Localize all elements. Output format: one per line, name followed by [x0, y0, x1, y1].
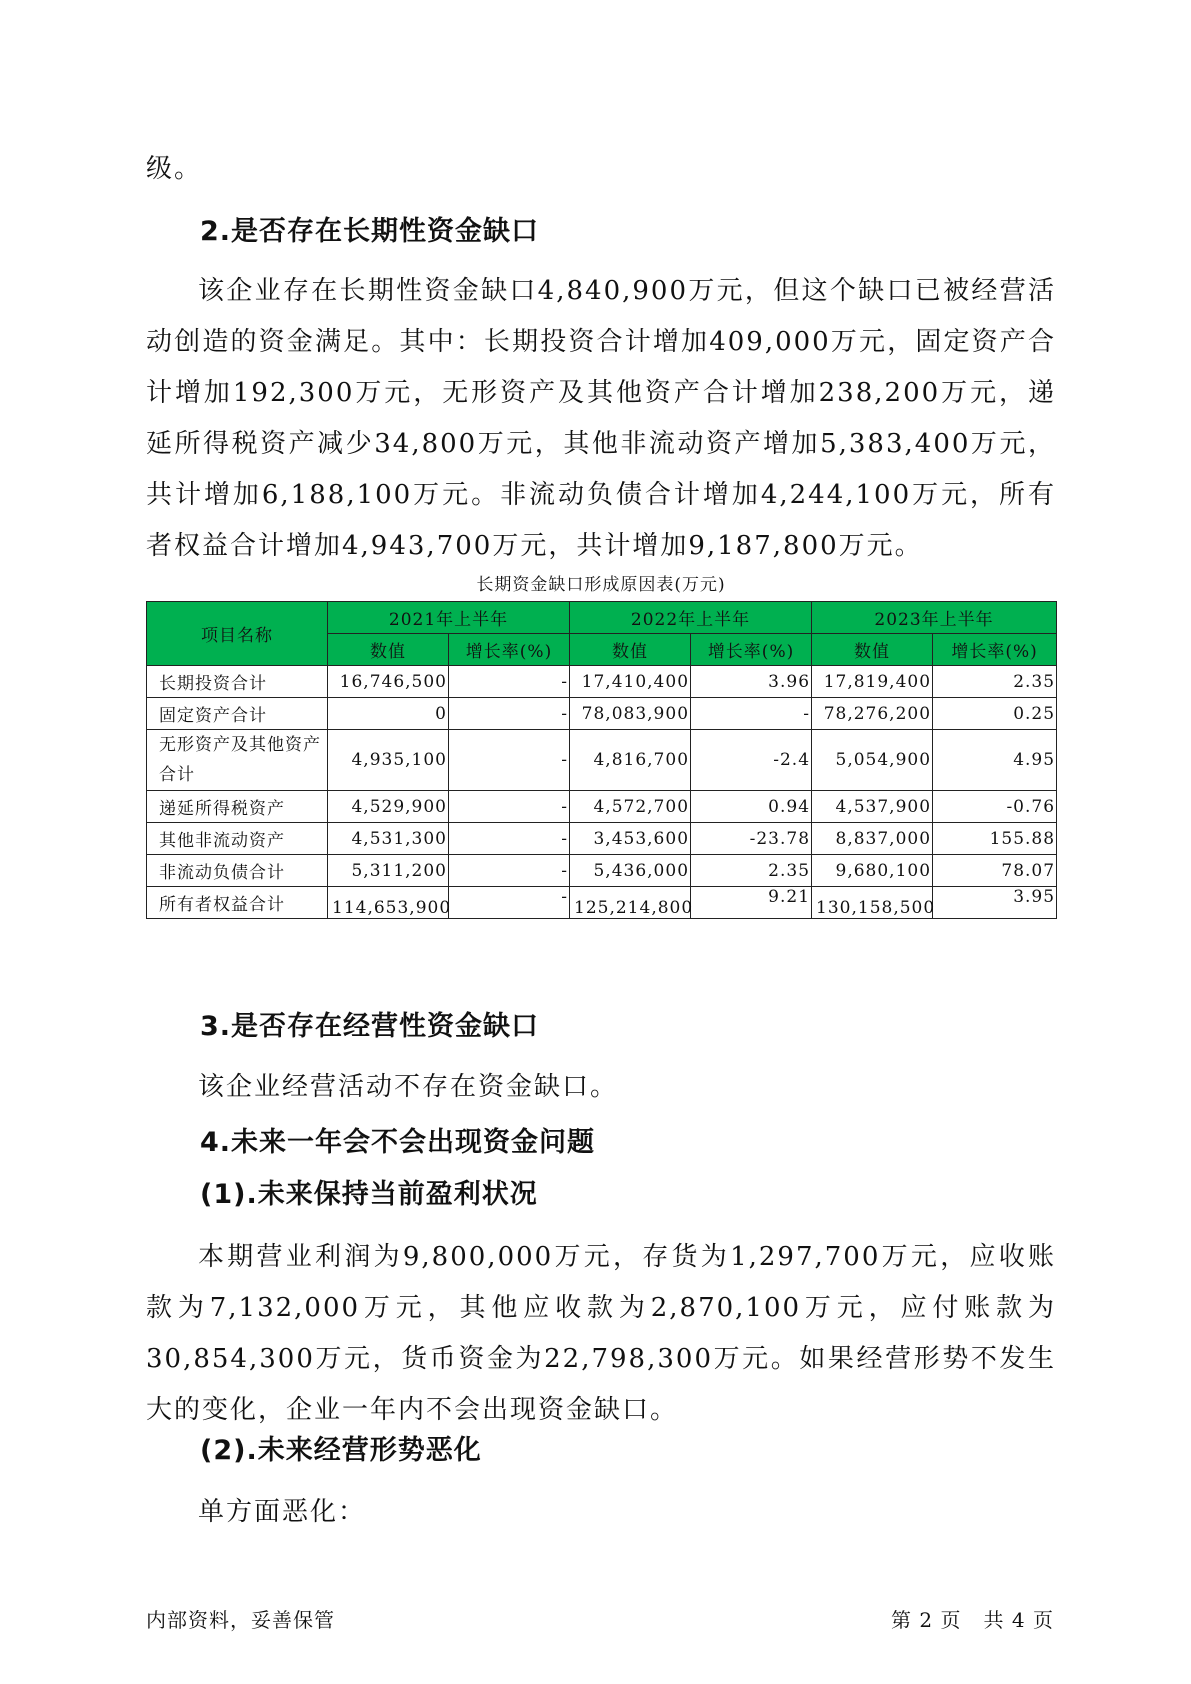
- footer-page-number: 第 2 页 共 4 页: [891, 1608, 1054, 1632]
- cell-rate: 0.25: [933, 698, 1057, 730]
- cell-value: 0: [328, 698, 449, 730]
- cell-value: 4,572,700: [570, 791, 691, 823]
- cell-rate: 3.96: [691, 666, 812, 698]
- table-row: [147, 666, 1057, 698]
- footer-confidential-note: 内部资料，妥善保管: [146, 1608, 335, 1632]
- table-row: [147, 698, 1057, 730]
- cell-rate: -: [449, 823, 570, 855]
- cell-rate: 78.07: [933, 855, 1057, 887]
- cell-rate: 2.35: [933, 666, 1057, 698]
- cell-value: 5,436,000: [570, 855, 691, 887]
- section2-body: 该企业存在长期性资金缺口4,840,900万元，但这个缺口已被经营活动创造的资金满足。其中：长期投资合计增加409,000万元，固定资产合计增加192,300万元，无形资产及其他资产合计增加238,200万元，递延所得税资产减少34,800万元，其他非流动资产增加5,383,400万元，共计增加6,188,100万元。非流动负债合计增加4,244,100万元，所有者权益合计增加4,943,700万元，共计增加9,187,800万元。: [146, 276, 1056, 561]
- row-label: 其他非流动资产: [147, 823, 328, 855]
- cell-rate: -0.76: [933, 791, 1057, 823]
- cell-value: 78,276,200: [812, 698, 933, 730]
- cell-rate: -23.78: [691, 823, 812, 855]
- cell-rate: -: [449, 730, 570, 791]
- section4-sub2-body: 单方面恶化：: [198, 1497, 367, 1527]
- table-row: [147, 823, 1057, 855]
- cell-rate: 9.21: [691, 887, 812, 919]
- cell-rate: -: [449, 666, 570, 698]
- section3-heading: 3.是否存在经营性资金缺口: [200, 1011, 540, 1042]
- cell-value: 78,083,900: [570, 698, 691, 730]
- header-value-2022: 数值: [570, 634, 691, 666]
- cell-rate: 155.88: [933, 823, 1057, 855]
- section3-body: 该企业经营活动不存在资金缺口。: [198, 1072, 619, 1102]
- cell-value: 17,410,400: [570, 666, 691, 698]
- cell-rate: 2.35: [691, 855, 812, 887]
- cell-value: 125,214,800: [570, 887, 691, 919]
- cell-rate: -: [449, 698, 570, 730]
- cell-value: 17,819,400: [812, 666, 933, 698]
- header-year-2023: 2023年上半年: [812, 602, 1057, 634]
- header-year-2022: 2022年上半年: [570, 602, 812, 634]
- cell-value: 4,531,300: [328, 823, 449, 855]
- cell-rate: -: [449, 855, 570, 887]
- section4-sub2-heading: (2).未来经营形势恶化: [200, 1435, 482, 1466]
- cell-rate: -: [449, 791, 570, 823]
- table-row: [147, 791, 1057, 823]
- header-year-2021: 2021年上半年: [328, 602, 570, 634]
- section4-heading: 4.未来一年会不会出现资金问题: [200, 1127, 596, 1158]
- header-rate-2021: 增长率(%): [449, 634, 570, 666]
- cell-value: 9,680,100: [812, 855, 933, 887]
- cell-value: 3,453,600: [570, 823, 691, 855]
- header-item-name: 项目名称: [147, 602, 328, 666]
- cell-value: 4,529,900: [328, 791, 449, 823]
- row-label: 固定资产合计: [147, 698, 328, 730]
- cell-rate: -: [449, 887, 570, 919]
- cell-value: 4,816,700: [570, 730, 691, 791]
- row-label: 无形资产及其他资产合计: [147, 730, 328, 791]
- cell-rate: 4.95: [933, 730, 1057, 791]
- cell-value: 114,653,900: [328, 887, 449, 919]
- cell-value: 16,746,500: [328, 666, 449, 698]
- header-value-2023: 数值: [812, 634, 933, 666]
- header-rate-2023: 增长率(%): [933, 634, 1057, 666]
- table-row: [147, 855, 1057, 887]
- table-row: [147, 730, 1057, 791]
- cell-value: 5,311,200: [328, 855, 449, 887]
- row-label: 递延所得税资产: [147, 791, 328, 823]
- row-label: 所有者权益合计: [147, 887, 328, 919]
- section2-heading: 2.是否存在长期性资金缺口: [200, 216, 540, 247]
- table-caption: 长期资金缺口形成原因表(万元): [476, 575, 726, 595]
- cell-value: 130,158,500: [812, 887, 933, 919]
- header-rate-2022: 增长率(%): [691, 634, 812, 666]
- cell-value: 5,054,900: [812, 730, 933, 791]
- cell-rate: 0.94: [691, 791, 812, 823]
- capital-gap-table: [146, 601, 1057, 919]
- cell-rate: -2.4: [691, 730, 812, 791]
- cell-rate: -: [691, 698, 812, 730]
- cell-rate: 3.95: [933, 887, 1057, 919]
- row-label: 非流动负债合计: [147, 855, 328, 887]
- cell-value: 4,935,100: [328, 730, 449, 791]
- cell-value: 4,537,900: [812, 791, 933, 823]
- header-value-2021: 数值: [328, 634, 449, 666]
- cell-value: 8,837,000: [812, 823, 933, 855]
- section4-sub1-body: 本期营业利润为9,800,000万元，存货为1,297,700万元，应收账款为7,132,000万元，其他应收款为2,870,100万元，应付账款为30,854,300万元，货币资金为22,798,300万元。如果经营形势不发生大的变化，企业一年内不会出现资金缺口。: [146, 1242, 1056, 1425]
- section4-sub1-heading: (1).未来保持当前盈利状况: [200, 1179, 538, 1210]
- table-row: [147, 887, 1057, 919]
- row-label: 长期投资合计: [147, 666, 328, 698]
- paragraph-continuation: 级。: [146, 154, 203, 184]
